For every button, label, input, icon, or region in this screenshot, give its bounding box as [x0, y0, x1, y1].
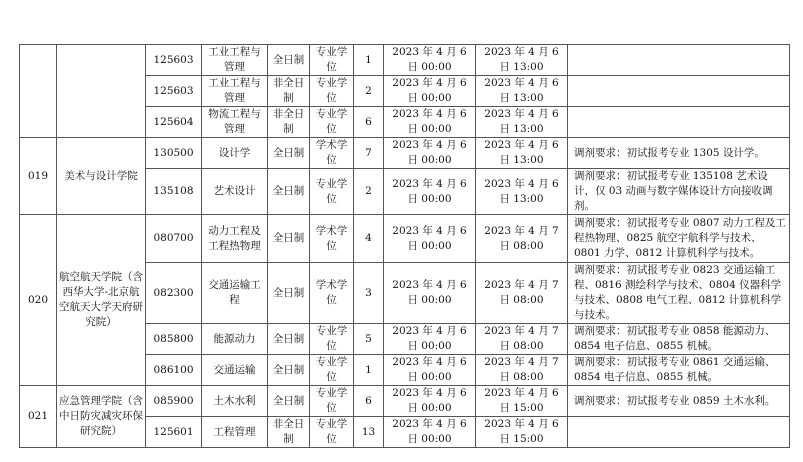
- major-name: 设计学: [202, 138, 268, 169]
- study-mode: 非全日制: [268, 417, 310, 448]
- major-name: 工业工程与管理: [202, 45, 268, 76]
- quota: 4: [354, 215, 384, 263]
- degree-type: 专业学位: [310, 386, 354, 417]
- degree-type: 专业学位: [310, 417, 354, 448]
- college-name: 应急管理学院（含中日防灾减灾环保研究院）: [57, 386, 146, 448]
- quota: 6: [354, 107, 384, 138]
- end-time: 2023 年 4 月 6 日 15:00: [476, 386, 568, 417]
- end-time: 2023 年 4 月 6 日 13:00: [476, 138, 568, 169]
- degree-type: 专业学位: [310, 76, 354, 107]
- end-time: 2023 年 4 月 7 日 08:00: [476, 355, 568, 386]
- major-name: 交通运输工程: [202, 263, 268, 324]
- table-row: [20, 45, 790, 76]
- requirement-note: 调剂要求：初试报考专业 0861 交通运输、0854 电子信息、0855 机械。: [568, 355, 790, 386]
- end-time: 2023 年 4 月 7 日 08:00: [476, 324, 568, 355]
- end-time: 2023 年 4 月 6 日 13:00: [476, 107, 568, 138]
- study-mode: 全日制: [268, 138, 310, 169]
- study-mode: 全日制: [268, 324, 310, 355]
- start-time: 2023 年 4 月 6 日 00:00: [384, 263, 476, 324]
- quota: 1: [354, 355, 384, 386]
- start-time: 2023 年 4 月 6 日 00:00: [384, 76, 476, 107]
- table-row: [20, 138, 790, 169]
- requirement-note: 调剂要求：初试报考专业 1305 设计学。: [568, 138, 790, 169]
- major-code: 125603: [146, 76, 202, 107]
- college-id: 019: [20, 138, 57, 215]
- study-mode: 全日制: [268, 215, 310, 263]
- start-time: 2023 年 4 月 6 日 00:00: [384, 417, 476, 448]
- quota: 2: [354, 169, 384, 215]
- quota: 3: [354, 263, 384, 324]
- major-code: 085800: [146, 324, 202, 355]
- requirement-note: 调剂要求：初试报考专业 0859 土木水利。: [568, 386, 790, 417]
- study-mode: 非全日制: [268, 76, 310, 107]
- study-mode: 全日制: [268, 386, 310, 417]
- major-name: 能源动力: [202, 324, 268, 355]
- study-mode: 全日制: [268, 263, 310, 324]
- study-mode: 全日制: [268, 355, 310, 386]
- start-time: 2023 年 4 月 6 日 00:00: [384, 169, 476, 215]
- adjustment-table: [19, 44, 790, 448]
- start-time: 2023 年 4 月 6 日 00:00: [384, 138, 476, 169]
- college-name-cell: [57, 45, 146, 138]
- requirement-note: [568, 45, 790, 76]
- table-row: [20, 215, 790, 263]
- requirement-note: 调剂要求：初试报考专业 0858 能源动力、0854 电子信息、0855 机械。: [568, 324, 790, 355]
- start-time: 2023 年 4 月 6 日 00:00: [384, 355, 476, 386]
- study-mode: 非全日制: [268, 107, 310, 138]
- quota: 5: [354, 324, 384, 355]
- degree-type: 专业学位: [310, 355, 354, 386]
- study-mode: 全日制: [268, 169, 310, 215]
- end-time: 2023 年 4 月 6 日 13:00: [476, 45, 568, 76]
- college-id: 020: [20, 215, 57, 386]
- major-code: 125603: [146, 45, 202, 76]
- major-name: 工程管理: [202, 417, 268, 448]
- major-name: 艺术设计: [202, 169, 268, 215]
- quota: 7: [354, 138, 384, 169]
- major-name: 物流工程与管理: [202, 107, 268, 138]
- end-time: 2023 年 4 月 6 日 15:00: [476, 417, 568, 448]
- major-code: 130500: [146, 138, 202, 169]
- quota: 13: [354, 417, 384, 448]
- requirement-note: 调剂要求：初试报考专业 0807 动力工程及工程热物理、0825 航空宇航科学与技术、0801 力学、0812 计算机科学与技术。: [568, 215, 790, 263]
- requirement-note: 调剂要求：初试报考专业 135108 艺术设计，仅 03 动画与数字媒体设计方向接收调剂。: [568, 169, 790, 215]
- college-name: 航空航天学院（含西华大学-北京航空航天大学天府研究院）: [57, 215, 146, 386]
- degree-type: 专业学位: [310, 169, 354, 215]
- requirement-note: [568, 76, 790, 107]
- degree-type: 学术学位: [310, 215, 354, 263]
- college-id: 021: [20, 386, 57, 448]
- end-time: 2023 年 4 月 7 日 08:00: [476, 263, 568, 324]
- degree-type: 学术学位: [310, 263, 354, 324]
- major-code: 086100: [146, 355, 202, 386]
- major-name: 交通运输: [202, 355, 268, 386]
- major-code: 125601: [146, 417, 202, 448]
- degree-type: 专业学位: [310, 324, 354, 355]
- quota: 6: [354, 386, 384, 417]
- requirement-note: 调剂要求：初试报考专业 0823 交通运输工程、0816 测绘科学与技术、0804 仪器科学与技术、0808 电气工程、0812 计算机科学与技术。: [568, 263, 790, 324]
- college-id-cell: [20, 45, 57, 138]
- degree-type: 学术学位: [310, 138, 354, 169]
- degree-type: 专业学位: [310, 45, 354, 76]
- start-time: 2023 年 4 月 6 日 00:00: [384, 107, 476, 138]
- start-time: 2023 年 4 月 6 日 00:00: [384, 215, 476, 263]
- requirement-note: [568, 107, 790, 138]
- major-code: 125604: [146, 107, 202, 138]
- major-name: 土木水利: [202, 386, 268, 417]
- end-time: 2023 年 4 月 6 日 13:00: [476, 169, 568, 215]
- study-mode: 全日制: [268, 45, 310, 76]
- end-time: 2023 年 4 月 6 日 13:00: [476, 76, 568, 107]
- major-code: 080700: [146, 215, 202, 263]
- major-code: 082300: [146, 263, 202, 324]
- major-code: 135108: [146, 169, 202, 215]
- start-time: 2023 年 4 月 6 日 00:00: [384, 324, 476, 355]
- quota: 2: [354, 76, 384, 107]
- start-time: 2023 年 4 月 6 日 00:00: [384, 45, 476, 76]
- quota: 1: [354, 45, 384, 76]
- start-time: 2023 年 4 月 6 日 00:00: [384, 386, 476, 417]
- end-time: 2023 年 4 月 7 日 08:00: [476, 215, 568, 263]
- major-code: 085900: [146, 386, 202, 417]
- major-name: 工业工程与管理: [202, 76, 268, 107]
- requirement-note: [568, 417, 790, 448]
- table-row: [20, 386, 790, 417]
- college-name: 美术与设计学院: [57, 138, 146, 215]
- degree-type: 专业学位: [310, 107, 354, 138]
- major-name: 动力工程及工程热物理: [202, 215, 268, 263]
